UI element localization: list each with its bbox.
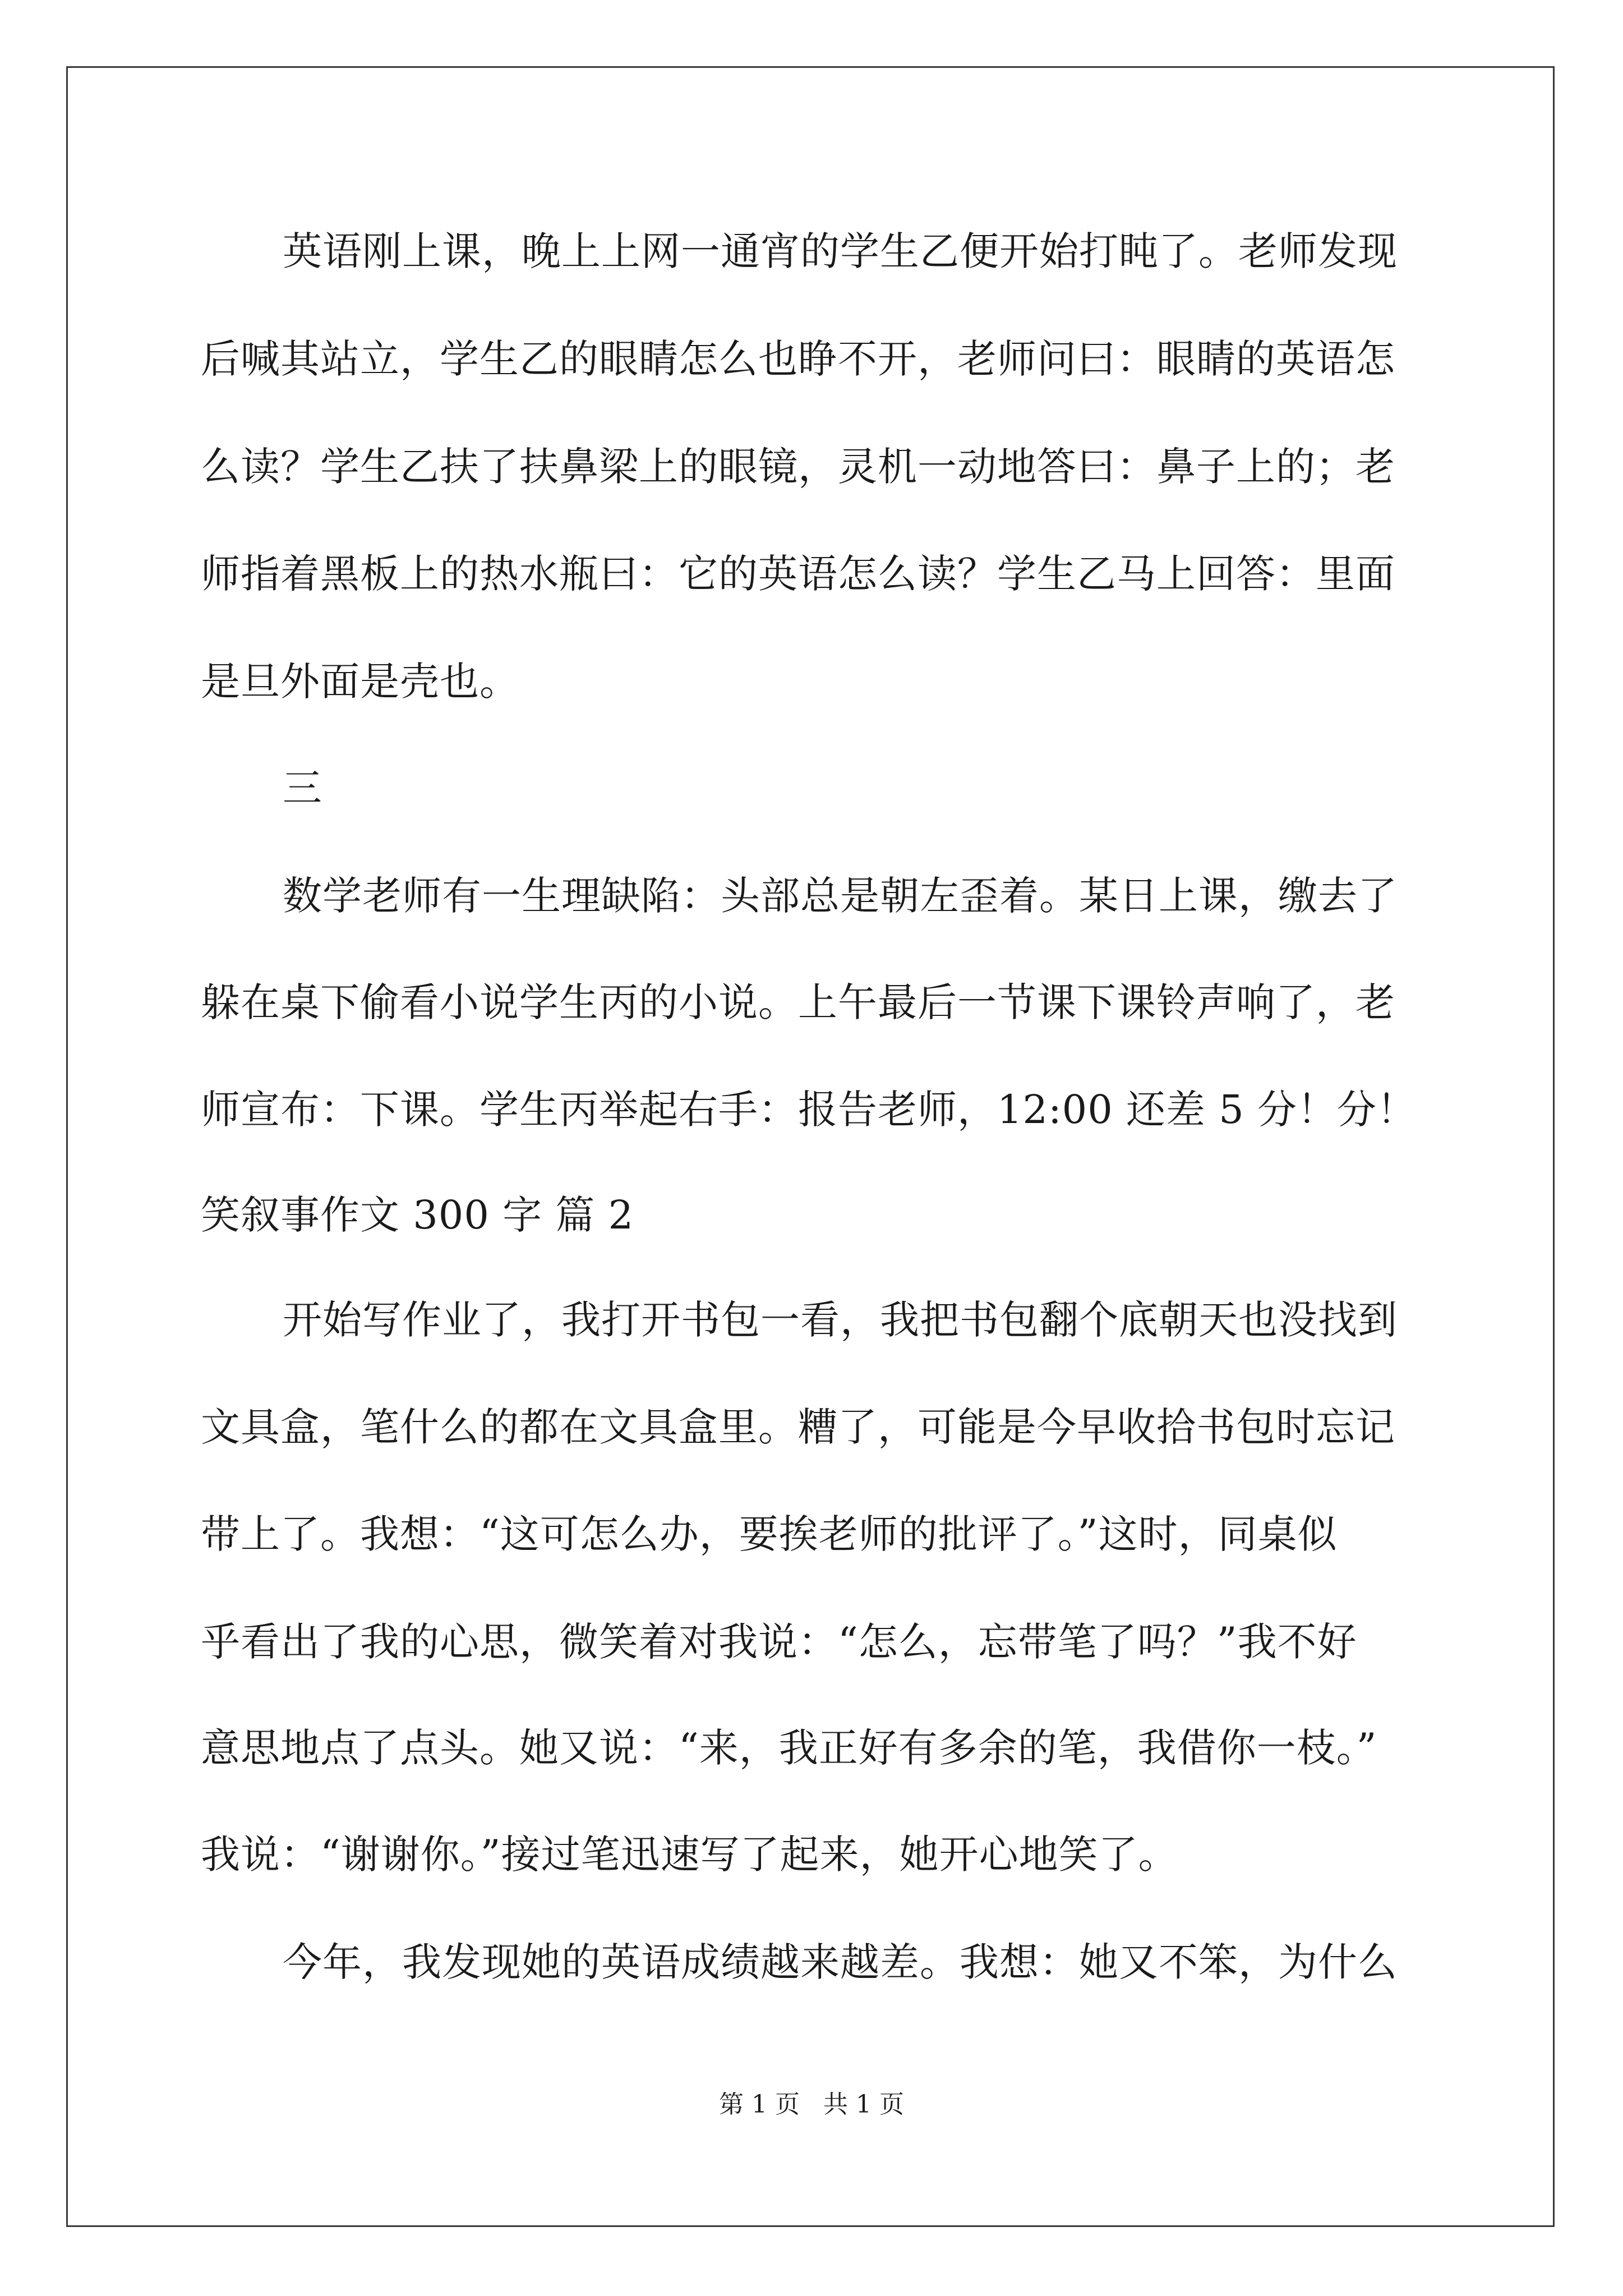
- text-line-17: 今年，我发现她的英语成绩越来越差。我想：她又不笨，为什么: [283, 1939, 1398, 1985]
- text-line-15: 意思地点了点头。她又说：“来，我正好有多余的笔，我借你一枝。”: [201, 1725, 1377, 1771]
- text-line-14: 乎看出了我的心思，微笑着对我说：“怎么，忘带笔了吗？”我不好: [201, 1619, 1357, 1665]
- page-border: [66, 66, 1555, 2227]
- text-line-8: 躲在桌下偷看小说学生丙的小说。上午最后一节课下课铃声响了，老: [201, 979, 1395, 1025]
- text-line-16: 我说：“谢谢你。”接过笔迅速写了起来，她开心地笑了。: [201, 1832, 1178, 1878]
- text-line-2: 后喊其站立，学生乙的眼睛怎么也睁不开，老师问曰：眼睛的英语怎: [201, 336, 1395, 382]
- text-line-13: 带上了。我想：“这可怎么办，要挨老师的批评了。”这时，同桌似: [201, 1511, 1338, 1557]
- section-number: 三: [283, 765, 322, 811]
- text-line-1: 英语刚上课，晚上上网一通宵的学生乙便开始打盹了。老师发现: [283, 228, 1398, 274]
- text-line-4: 师指着黑板上的热水瓶曰：它的英语怎么读？学生乙马上回答：里面: [201, 551, 1395, 597]
- text-line-3: 么读？学生乙扶了扶鼻梁上的眼镜，灵机一动地答曰：鼻子上的；老: [201, 444, 1395, 490]
- text-line-11: 开始写作业了，我打开书包一看，我把书包翻个底朝天也没找到: [283, 1297, 1398, 1343]
- text-line-9: 师宣布：下课。学生丙举起右手：报告老师，12:00 还差 5 分！分！: [201, 1087, 1417, 1133]
- page-number-footer: 第 1 页 共 1 页: [719, 2090, 904, 2119]
- text-line-7: 数学老师有一生理缺陷：头部总是朝左歪着。某日上课，缴去了: [283, 873, 1398, 919]
- text-line-12: 文具盒，笔什么的都在文具盒里。糟了，可能是今早收拾书包时忘记: [201, 1404, 1395, 1450]
- text-line-5: 是旦外面是壳也。: [201, 659, 519, 705]
- section-heading: 笑叙事作文 300 字 篇 2: [201, 1192, 634, 1238]
